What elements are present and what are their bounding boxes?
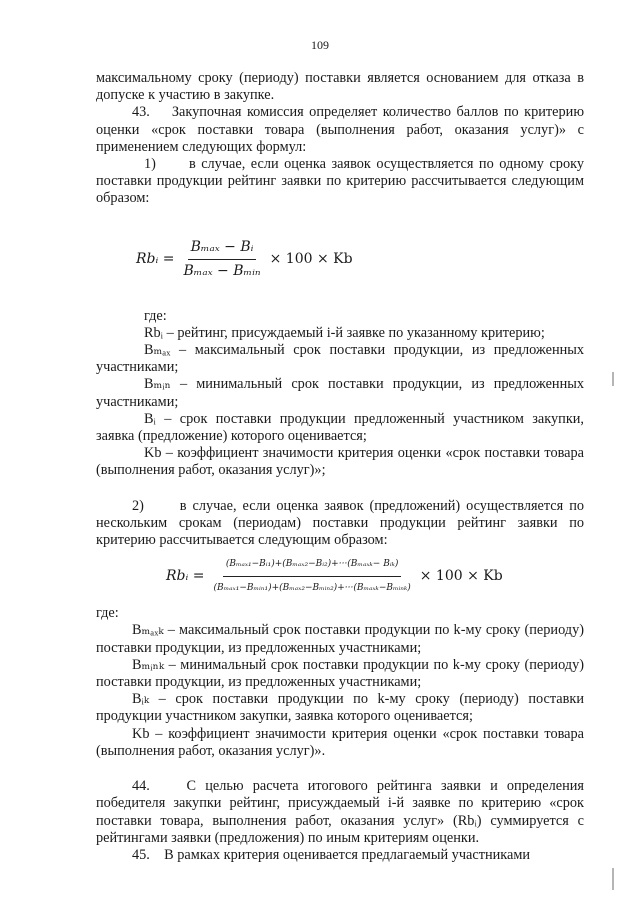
formula-single-period (136, 230, 584, 290)
formula2-lhs: Rbᵢ = (166, 567, 205, 584)
definition-kb-2: Kb – коэффициент значимости критерия оценки «срок поставки товара (выполнения работ, оказания услуг)». (96, 725, 584, 759)
definition-bi: Bᵢ – срок поставки продукции предложенный участником закупки, заявка (предложение) которого оценивается; (96, 410, 584, 445)
definition-bmax: Bₘₐₓ – максимальный срок поставки продукции, из предложенных участниками; (96, 342, 584, 376)
definition-kb: Kb – коэффициент значимости критерия оценки «срок поставки товара (выполнения работ, оказания услуг)»; (96, 445, 584, 479)
formula-numerator: Bₘₐₓ − Bᵢ (188, 239, 257, 260)
page-number: 109 (311, 38, 329, 52)
formula2-numerator: (Bₘₐₓ₁−Bᵢ₁)+(Bₘₐₓ₂−Bᵢ₂)+···(Bₘₐₓₖ− Bᵢₖ) (223, 556, 402, 577)
paragraph-44: 44. С целью расчета итогового рейтинга заявки и определения победителя закупки рейтинг, присуждаемый i-й заявке по критерию «срок поставки товара, выполнения работ, оказания услуг» (Rbᵢ) суммируется с рейтингами заявки (предложения) по иным критериям оценки. (96, 778, 584, 846)
definition-bmin: Bₘᵢₙ – минимальный срок поставки продукции, из предложенных участниками; (96, 376, 584, 410)
formula2-fraction (211, 556, 414, 597)
definition-bik: Bᵢₖ – срок поставки продукции по k-му сроку (периоду) поставки продукции участником закупки, заявка которого оценивается; (96, 691, 584, 725)
formula2-denominator: (Bₘₐₓ₁−Bₘᵢₙ₁)+(Bₘₐₓ₂−Bₘᵢₙ₂)+···(Bₘₐₓₖ−Bₘᵢₙₖ) (213, 582, 411, 593)
formula-lhs: Rbᵢ = (136, 251, 175, 268)
paragraph-43: 43. Закупочная комиссия определяет количество баллов по критерию оценки «срок поставки товара (выполнения работ, оказания услуг)» с применением следующих формул: (96, 104, 584, 155)
paragraph-45: 45. В рамках критерия оценивается предлагаемый участниками (132, 846, 531, 863)
formula-rhs: × 100 × Kb (269, 251, 353, 268)
formula2-rhs: × 100 × Kb (419, 567, 503, 584)
list-item-2: 2) в случае, если оценка заявок (предложений) осуществляется по нескольким срокам (периодам) поставки продукции рейтинг заявки по критерию рассчитывается следующим образом: (96, 497, 584, 549)
where-label-2: где: (96, 605, 119, 622)
where-label: где: (144, 307, 167, 324)
paragraph-intro: максимальному сроку (периоду) поставки является основанием для отказа в допуске к участию в закупке. (96, 70, 584, 104)
definition-rb: Rbᵢ – рейтинг, присуждаемый i-й заявке по указанному критерию; (144, 324, 545, 341)
formula-denominator: Bₘₐₓ − Bₘᵢₙ (183, 263, 261, 280)
formula-multi-period (166, 553, 584, 599)
scan-mark (612, 372, 614, 386)
list-item-1: 1) в случае, если оценка заявок осуществляется по одному сроку поставки продукции рейтинг заявки по критерию рассчитывается следующим образом: (96, 156, 584, 207)
scan-mark (612, 868, 614, 890)
definition-bmink: Bₘᵢₙₖ – минимальный срок поставки продукции по k-му сроку (периоду) поставки продукции, из предложенных участниками; (96, 656, 584, 691)
document-body (96, 70, 584, 864)
formula-fraction (181, 239, 264, 280)
definition-bmaxk: Bₘₐₓₖ – максимальный срок поставки продукции по k-му сроку (периоду) поставки продукции, из предложенных участниками; (96, 622, 584, 656)
